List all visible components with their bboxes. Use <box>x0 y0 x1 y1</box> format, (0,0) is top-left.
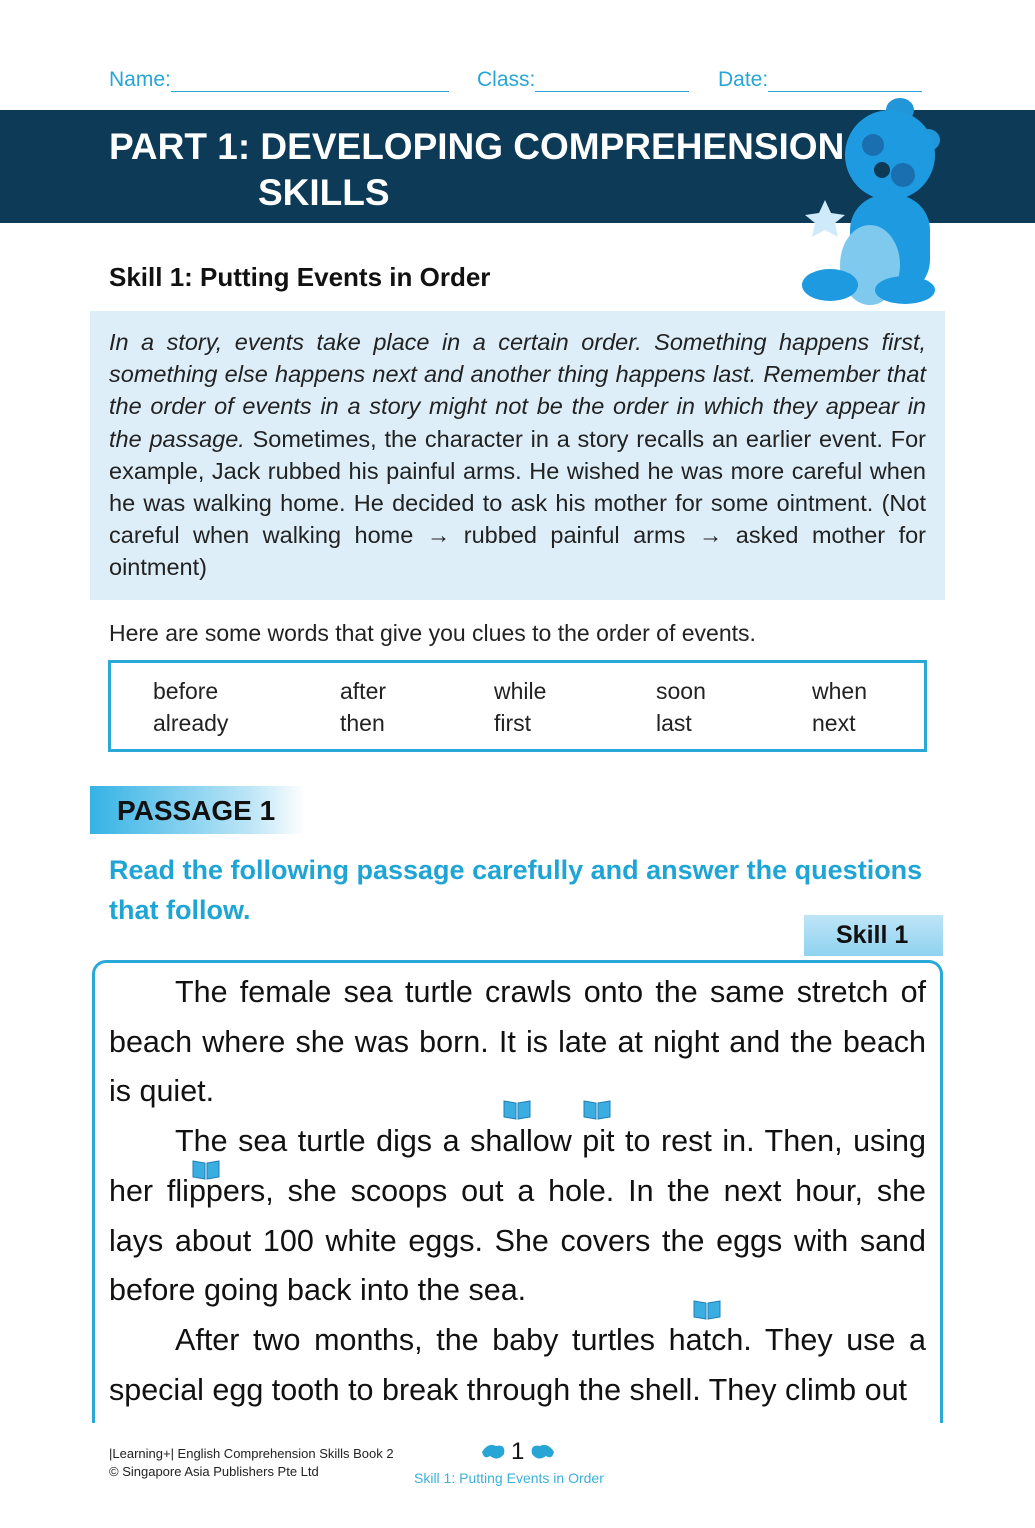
name-field[interactable] <box>109 68 449 92</box>
date-field[interactable] <box>718 68 922 92</box>
clue-word: when <box>812 678 867 704</box>
class-line[interactable] <box>535 71 689 92</box>
intro-normal: Sometimes, the character in a story recalls an earlier event. For example, Jack rubbed his painful arms. He wished he was more careful when he was walking home. He decided to ask his mother for some ointment. (Not careful when walking home → rubbed painful arms → asked mother for ointment) <box>109 425 926 581</box>
passage-paragraph: The female sea turtle crawls onto the same stretch of beach where she was born. It is late at night and the beach is quiet. <box>109 975 926 1109</box>
footer-copyright: © Singapore Asia Publishers Pte Ltd <box>109 1464 319 1479</box>
passage-text <box>109 968 926 1415</box>
page-ornament-left-icon <box>480 1442 508 1462</box>
skill-tab <box>804 915 943 956</box>
name-line[interactable] <box>171 71 449 92</box>
clue-text: Here are some words that give you clues to the order of events. <box>109 620 756 646</box>
page-number: 1 <box>511 1438 525 1465</box>
skill-heading: Skill 1: Putting Events in Order <box>109 262 491 292</box>
title-line-2: SKILLS <box>258 172 390 213</box>
clue-word: after <box>340 678 387 704</box>
intro-box <box>90 311 945 600</box>
clue-word: last <box>656 710 692 736</box>
vocabulary-book-icon[interactable] <box>582 1097 612 1121</box>
clue-word: soon <box>656 678 706 704</box>
passage-paragraph: After two months, the baby turtles hatch. They use a special egg tooth to break through the shell. They climb out <box>109 1322 926 1407</box>
footer-book-title: |Learning+| English Comprehension Skills Book 2 <box>109 1446 394 1461</box>
skill-tab-text: Skill 1 <box>836 921 909 949</box>
page-ornament-right-icon <box>528 1442 556 1462</box>
passage-label-text: PASSAGE 1 <box>117 795 276 826</box>
passage-paragraph: The sea turtle digs a shallow pit to rest in. Then, using her flippers, she scoops out a hole. In the next hour, she lays about 100 white eggs. She covers the eggs with sand before going back into the sea. <box>109 1124 926 1308</box>
class-field[interactable] <box>477 68 689 92</box>
class-label: Class: <box>477 68 536 91</box>
footer-credits <box>109 1445 394 1481</box>
clue-word: while <box>494 678 547 704</box>
clue-word: then <box>340 710 385 736</box>
passage-label <box>90 786 306 834</box>
clue-words-box <box>108 660 927 752</box>
date-label: Date: <box>718 68 769 91</box>
page-title <box>109 124 844 216</box>
clue-word: next <box>812 710 856 736</box>
footer-section: Skill 1: Putting Events in Order <box>414 1470 604 1486</box>
intro-italic: In a story, events take place in a certain order. Something happens first, something else happens next and another thing happens last. Remember that the order of events in a story might not be the order in which they appear in the passage. <box>109 329 926 452</box>
vocabulary-book-icon[interactable] <box>502 1097 532 1121</box>
intro-text <box>109 326 926 584</box>
name-label: Name: <box>109 68 171 91</box>
vocabulary-book-icon[interactable] <box>692 1297 722 1321</box>
bear-mascot-icon <box>795 95 945 310</box>
title-line-1: PART 1: DEVELOPING COMPREHENSION <box>109 126 845 167</box>
clue-word: first <box>494 710 532 736</box>
clue-word: already <box>153 710 229 736</box>
clue-word: before <box>153 678 219 704</box>
vocabulary-book-icon[interactable] <box>191 1157 221 1181</box>
date-line[interactable] <box>768 71 922 92</box>
instruction: Read the following passage carefully and answer the questions that follow. <box>109 855 923 925</box>
